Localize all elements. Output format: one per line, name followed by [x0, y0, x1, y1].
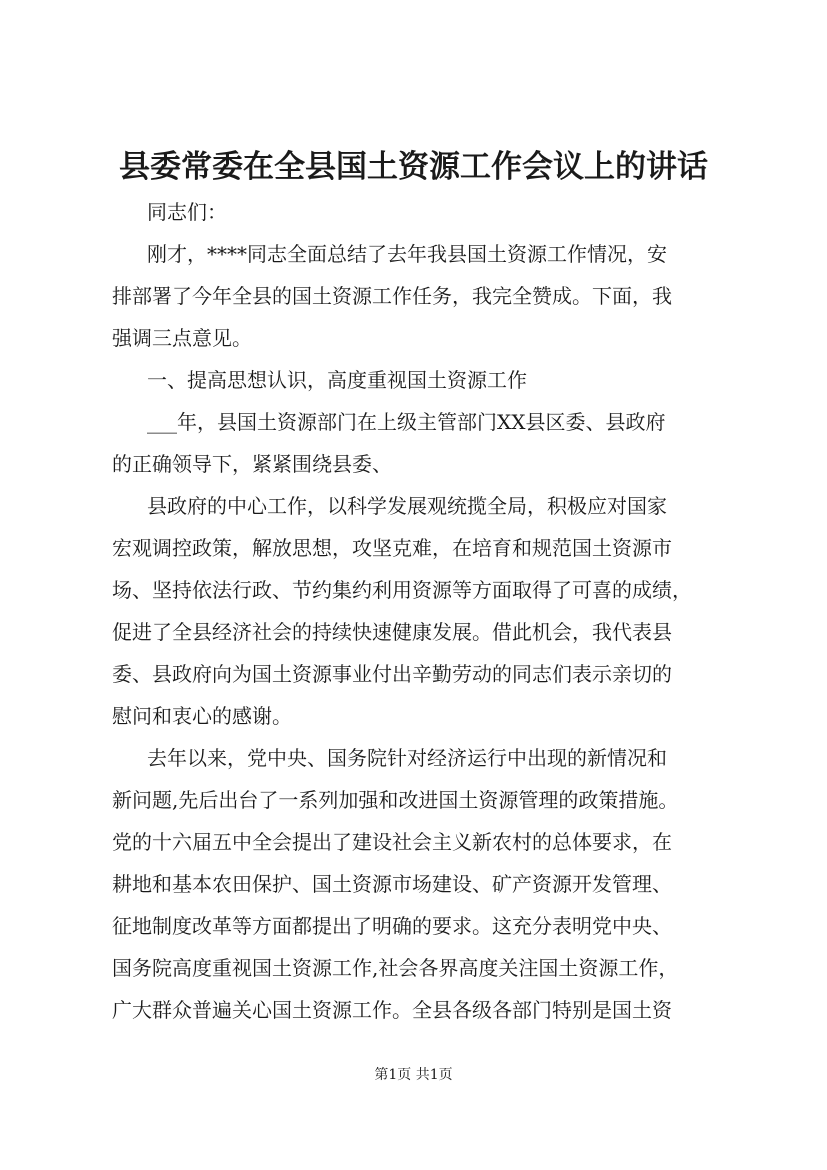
- body-line: 县政府的中心工作，以科学发展观统揽全局，积极应对国家: [147, 494, 667, 518]
- body-line: 新问题,先后出台了一系列加强和改进国土资源管理的政策措施。: [112, 788, 679, 812]
- page-footer: 第1页 共1页: [374, 1067, 453, 1083]
- body-line: 促进了全县经济社会的持续快速健康发展。借此机会，我代表县: [112, 620, 672, 644]
- body-line: ___年，县国土资源部门在上级主管部门XX县区委、县政府: [147, 410, 666, 434]
- body-line: 征地制度改革等方面都提出了明确的要求。这充分表明党中央、: [112, 914, 672, 938]
- body-line: 委、县政府向为国土资源事业付出辛勤劳动的同志们表示亲切的: [112, 662, 672, 686]
- body-line: 强调三点意见。: [112, 326, 252, 350]
- body-line: 耕地和基本农田保护、国土资源市场建设、矿产资源开发管理、: [112, 872, 672, 896]
- body-line: 国务院高度重视国土资源工作,社会各界高度关注国土资源工作，: [112, 956, 679, 980]
- document-title: 县委常委在全县国土资源工作会议上的讲话: [119, 149, 708, 185]
- body-line: 场、坚持依法行政、节约集约利用资源等方面取得了可喜的成绩，: [112, 578, 692, 602]
- body-line: 去年以来，党中央、国务院针对经济运行中出现的新情况和: [147, 746, 667, 770]
- section-heading: 一、提高思想认识，高度重视国土资源工作: [147, 368, 527, 392]
- body-line: 宏观调控政策，解放思想，攻坚克难，在培育和规范国土资源市: [112, 536, 672, 560]
- body-line: 党的十六届五中全会提出了建设社会主义新农村的总体要求，在: [112, 830, 672, 854]
- body-line: 排部署了今年全县的国土资源工作任务，我完全赞成。下面，我: [112, 284, 672, 308]
- body-line: 广大群众普遍关心国土资源工作。全县各级各部门特别是国土资: [112, 998, 672, 1022]
- body-line: 刚才，****同志全面总结了去年我县国土资源工作情况，安: [147, 242, 667, 266]
- salutation-line: 同志们：: [147, 200, 227, 224]
- body-line: 慰问和衷心的感谢。: [112, 704, 292, 728]
- body-line: 的正确领导下，紧紧围绕县委、: [112, 452, 392, 476]
